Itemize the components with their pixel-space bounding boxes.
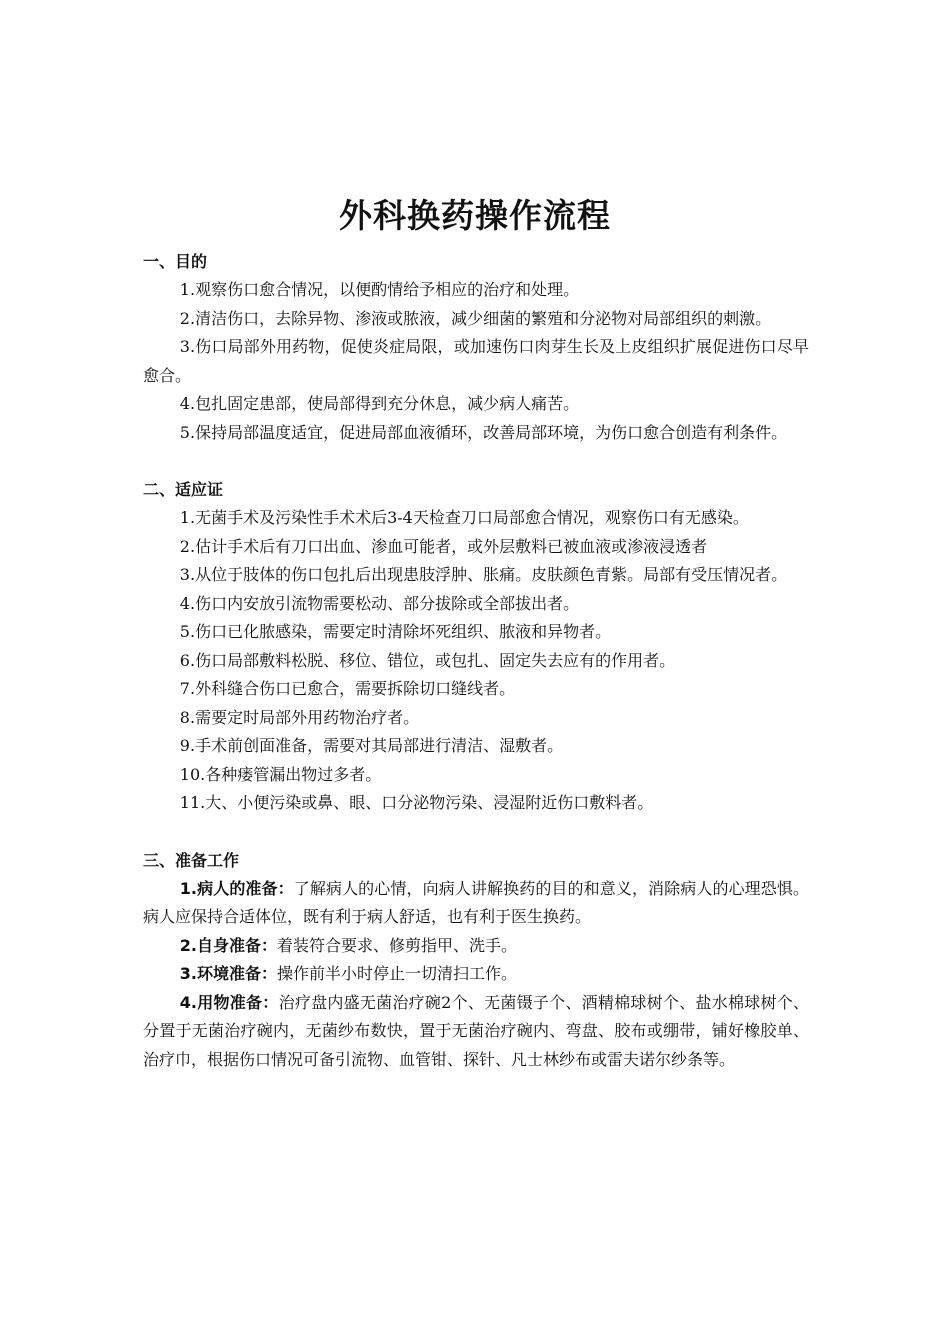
prep-text: 治疗盘内盛无菌治疗碗2个、无菌镊子个、酒精棉球树个、盐水棉球树个、分置于无菌治疗碗内，无菌纱布数快，置于无菌治疗碗内、弯盘、胶布或绷带，铺好橡胶单、治疗巾，根据伤口情况可备引流物、血管钳、探针、凡士林纱布或雷夫诺尔纱条等。 [143,992,809,1069]
indication-item: 8.需要定时局部外用药物治疗者。 [179,707,420,727]
prep-item-patient [143,875,809,932]
indication-item: 10.各种瘘管漏出物过多者。 [179,764,382,784]
document-title: 外科换药操作流程 [339,196,611,235]
indication-item: 3.从位于肢体的伤口包扎后出现患肢浮肿、胀痛。皮肤颜色青紫。局部有受压情况者。 [179,565,788,584]
purpose-item: 5.保持局部温度适宜，促进局部血液循环，改善局部环境，为伤口愈合创造有利条件。 [179,422,788,442]
indication-item: 11.大、小便污染或鼻、眼、口分泌物污染、浸湿附近伤口敷料者。 [179,793,654,812]
indication-item: 1.无菌手术及污染性手术术后3-4天检查刀口局部愈合情况，观察伤口有无感染。 [179,508,749,527]
section-spacer [143,818,809,847]
indication-item: 6.伤口局部敷料松脱、移位、错位，或包扎、固定失去应有的作用者。 [179,650,676,670]
document-body [143,248,809,1074]
prep-text: 着装符合要求、修剪指甲、洗手。 [277,935,518,955]
indication-item: 2.估计手术后有刀口出血、渗血可能者，或外层敷料已被血液或渗液浸透者 [179,536,708,556]
section-heading-purpose: 一、目的 [143,252,208,271]
prep-lead: 2.自身准备： [179,935,278,955]
prep-item-self [143,932,809,961]
indication-item: 9.手术前创面准备，需要对其局部进行清洁、湿敷者。 [179,736,564,755]
purpose-item: 1.观察伤口愈合情况，以便酌情给予相应的治疗和处理。 [179,280,580,299]
prep-text: 了解病人的心情，向病人讲解换药的目的和意义，消除病人的心理恐惧。病人应保持合适体位，既有利于病人舒适，也有利于医生换药。 [143,878,809,926]
section-heading-indications: 二、适应证 [143,480,224,499]
prep-item-environment [143,960,809,989]
purpose-item: 2.清洁伤口，去除异物、渗液或脓液，减少细菌的繁殖和分泌物对局部组织的刺激。 [179,308,772,328]
section-spacer [143,447,809,476]
prep-lead: 4.用物准备： [179,992,279,1012]
prep-text: 操作前半小时停止一切清扫工作。 [277,964,518,983]
indication-item: 7.外科缝合伤口已愈合，需要拆除切口缝线者。 [179,679,516,698]
purpose-item: 4.包扎固定患部，使局部得到充分休息，减少病人痛苦。 [179,394,580,413]
section-heading-preparation: 三、准备工作 [143,850,240,870]
prep-item-supplies [143,989,809,1075]
purpose-item: 3.伤口局部外用药物，促使炎症局限，或加速伤口肉芽生长及上皮组织扩展促进伤口尽早愈合。 [143,337,809,385]
prep-lead: 1.病人的准备： [179,878,294,898]
prep-lead: 3.环境准备： [179,964,278,983]
indication-item: 5.伤口已化脓感染，需要定时清除坏死组织、脓液和异物者。 [179,622,612,641]
indication-item: 4.伤口内安放引流物需要松动、部分拔除或全部拔出者。 [179,593,580,613]
